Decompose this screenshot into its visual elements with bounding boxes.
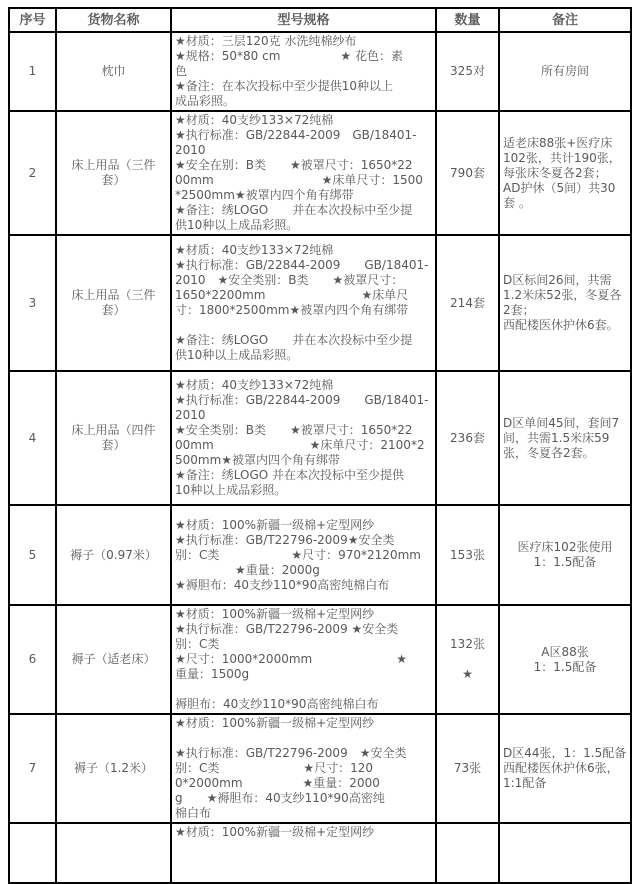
table-row <box>9 505 631 605</box>
cell-item-name: 床上用品（三件 套） <box>56 235 171 371</box>
table-row <box>9 714 631 823</box>
cell-item-name: 床上用品（四件 套） <box>56 371 171 505</box>
cell-serial <box>9 823 56 883</box>
cell-item-name <box>56 823 171 883</box>
table-row-partial <box>9 823 631 883</box>
cell-qty: 153张 <box>436 505 499 605</box>
cell-qty: 236套 <box>436 371 499 505</box>
table-row <box>9 605 631 714</box>
cell-qty: 214套 <box>436 235 499 371</box>
table-row <box>9 32 631 111</box>
cell-qty <box>436 823 499 883</box>
cell-serial: 6 <box>9 605 56 714</box>
cell-qty: 790套 <box>436 111 499 235</box>
col-header-remark: 备注 <box>499 8 631 32</box>
col-header-item-name: 货物名称 <box>56 8 171 32</box>
cell-remark: D区44张，1：1.5配备 西配楼医休护休6张，1:1配备 <box>499 714 631 823</box>
cell-spec: ★材质：100%新疆一级棉+定型网纱 ★执行标准：GB/T22796-2009 ★安全类 别：C类 ★尺寸：1000*2000mm ★ 重量：1500g 褥胆布：40支纱110*90高密纯棉白布 <box>171 605 436 714</box>
cell-spec: ★材质：100%新疆一级棉+定型网纱 ★执行标准：GB/T22796-2009★安全类 别：C类 ★尺寸：970*2120mm ★重量：2000g ★褥胆布：40支纱110*90高密纯棉白布 <box>171 505 436 605</box>
cell-qty: 132张 ★ <box>436 605 499 714</box>
cell-remark: D区标间26间，共需1.2米床52张，冬夏各2套； 西配楼医休护休6套。 <box>499 235 631 371</box>
cell-qty: 325对 <box>436 32 499 111</box>
cell-spec: ★材质：40支纱133×72纯棉 ★执行标准：GB/22844-2009 GB/18401- 2010 ★安全在别：B类 ★被罩尺寸：1650*22 00mm ★床单尺寸：1500 *2500mm★被罩内四个角有绑带 ★备注：绣LOGO 并在本次投标中至少提 供10种以上成品彩照。 <box>171 111 436 235</box>
cell-remark: A区88张 1：1.5配备 <box>499 605 631 714</box>
cell-item-name: 枕巾 <box>56 32 171 111</box>
cell-serial: 3 <box>9 235 56 371</box>
col-header-serial: 序号 <box>9 8 56 32</box>
cell-item-name: 褥子（0.97米） <box>56 505 171 605</box>
cell-spec: ★材质：40支纱133×72纯棉 ★执行标准：GB/22844-2009 GB/18401- 2010 ★安全类别：B类 ★被罩尺寸： 1650*2200mm ★床单尺 寸：1800*2500mm★被罩内四个角有绑带 ★备注：绣LOGO 并在本次投标中至少提 供10种以上成品彩照。 <box>171 235 436 371</box>
cell-serial: 4 <box>9 371 56 505</box>
cell-spec: ★材质：100%新疆一级棉+定型网纱 <box>171 823 436 883</box>
col-header-spec: 型号规格 <box>171 8 436 32</box>
cell-serial: 2 <box>9 111 56 235</box>
procurement-goods-table <box>8 7 632 884</box>
cell-serial: 7 <box>9 714 56 823</box>
cell-item-name: 褥子（1.2米） <box>56 714 171 823</box>
cell-remark <box>499 823 631 883</box>
cell-qty: 73张 <box>436 714 499 823</box>
cell-serial: 1 <box>9 32 56 111</box>
cell-item-name: 床上用品（三件 套） <box>56 111 171 235</box>
header-row <box>9 8 631 32</box>
cell-remark: 医疗床102张使用 1：1.5配备 <box>499 505 631 605</box>
table-row <box>9 111 631 235</box>
cell-item-name: 褥子（适老床） <box>56 605 171 714</box>
cell-spec: ★材质：40支纱133×72纯棉 ★执行标准：GB/22844-2009 GB/18401- 2010 ★安全类别：B类 ★被罩尺寸：1650*22 00mm ★床单尺寸：2100*2 500mm★被罩内四个角有绑带 ★备注：绣LOGO 并在本次投标中至少提供 10种以上成品彩照。 <box>171 371 436 505</box>
table-row <box>9 235 631 371</box>
cell-remark: 适老床88张+医疗床102张，共计190张，每张床冬夏各2套； AD护休（5间）共30套 。 <box>499 111 631 235</box>
cell-remark: D区单间45间，套间7间，共需1.5米床59张，冬夏各2套。 <box>499 371 631 505</box>
table-row <box>9 371 631 505</box>
cell-serial: 5 <box>9 505 56 605</box>
cell-spec: ★材质：三层120克 水洗纯棉纱布 ★规格：50*80 cm ★ 花色：素 色 ★备注：在本次投标中至少提供10种以上 成品彩照。 <box>171 32 436 111</box>
cell-remark: 所有房间 <box>499 32 631 111</box>
col-header-qty: 数量 <box>436 8 499 32</box>
cell-spec: ★材质：100%新疆一级棉+定型网纱 ★执行标准：GB/T22796-2009 ★安全类 别：C类 ★尺寸：120 0*2000mm ★重量：2000 g ★褥胆布：40支纱110*90高密纯 棉白布 <box>171 714 436 823</box>
